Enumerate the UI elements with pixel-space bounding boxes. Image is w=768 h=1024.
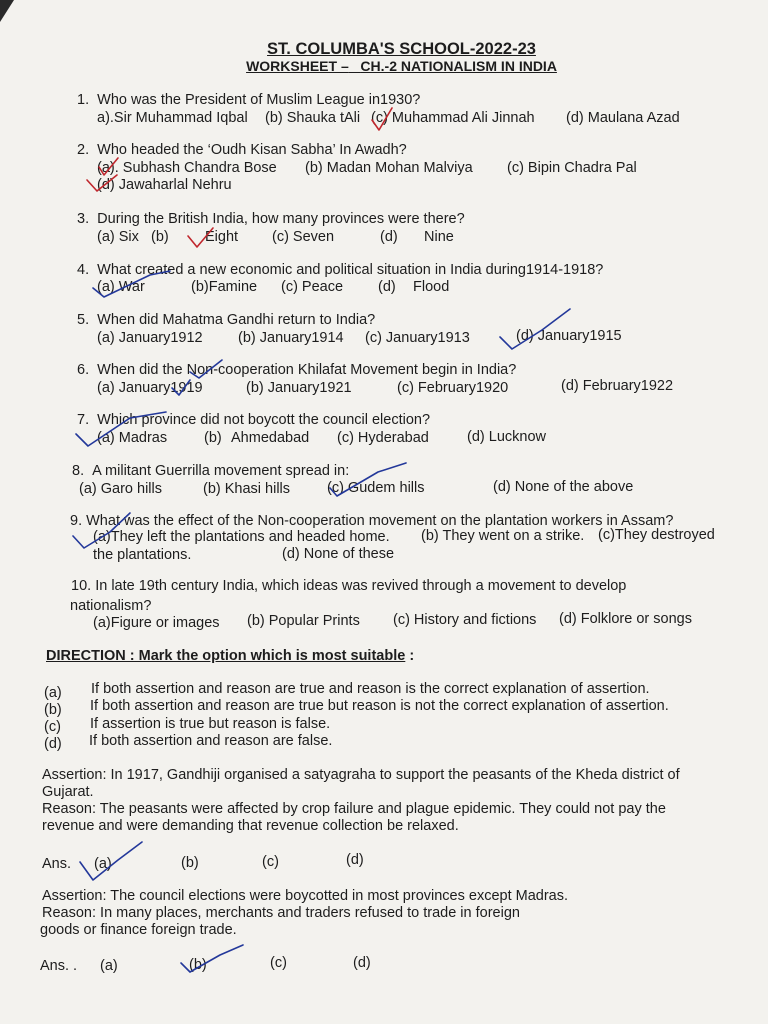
q8-option-a: (a) Garo hills	[79, 481, 162, 497]
q7-option-a: (a) Madras	[97, 430, 168, 446]
q4-option-a: (a) War	[97, 279, 145, 295]
ar1-reason-cont: revenue and were demanding that revenue collection be relaxed.	[42, 818, 459, 834]
direction-a-letter: (a)	[44, 685, 62, 701]
ar1-choice-b: (b)	[181, 855, 199, 871]
q6-option-d: (d) February1922	[561, 378, 674, 394]
direction-heading: DIRECTION : Mark the option which is most suitable :	[46, 648, 415, 664]
q5-option-a: (a) January1912	[97, 330, 203, 346]
question-8: 8. A militant Guerrilla movement spread in:	[72, 463, 350, 479]
q10-option-c: (c) History and fictions	[393, 612, 537, 628]
q3-option-d: (d)	[380, 229, 398, 245]
question-10-cont: nationalism?	[70, 598, 152, 614]
direction-c-text: If assertion is true but reason is false.	[90, 716, 331, 732]
ar2-choice-a: (a)	[100, 958, 118, 974]
ar1-reason: Reason: The peasants were affected by crop failure and plague epidemic. They could not pay the	[42, 801, 666, 817]
q1-option-c: (c) Muhammad Ali Jinnah	[371, 110, 535, 126]
ar1-choice-d: (d)	[346, 852, 364, 868]
question-3: 3. During the British India, how many provinces were there?	[77, 211, 465, 227]
q10-option-d: (d) Folklore or songs	[559, 611, 692, 627]
question-6: 6. When did the Non-cooperation Khilafat Movement begin in India?	[77, 362, 517, 378]
q8-option-d: (d) None of the above	[493, 479, 634, 495]
question-2: 2. Who headed the ‘Oudh Kisan Sabha’ In Awadh?	[77, 142, 407, 158]
q8-option-c: (c) Gudem hills	[327, 480, 425, 496]
q7-option-b: (b)	[204, 430, 222, 446]
ar2-reason-cont: goods or finance foreign trade.	[40, 922, 237, 938]
ar1-assertion-cont: Gujarat.	[42, 784, 94, 800]
q3-option-c: (c) Seven	[272, 229, 335, 245]
question-10: 10. In late 19th century India, which ideas was revived through a movement to develop	[71, 578, 627, 594]
q5-option-c: (c) January1913	[365, 330, 470, 346]
q9-option-c-cont: the plantations.	[93, 547, 192, 563]
q2-option-d: (d) Jawaharlal Nehru	[97, 177, 232, 193]
q4-option-d: (d)	[378, 279, 396, 295]
question-5: 5. When did Mahatma Gandhi return to India?	[77, 312, 376, 328]
ar2-assertion: Assertion: The council elections were boycotted in most provinces except Madras.	[42, 888, 569, 904]
q2-option-b: (b) Madan Mohan Malviya	[305, 160, 473, 176]
q1-option-d: (d) Maulana Azad	[566, 110, 680, 126]
ar2-reason: Reason: In many places, merchants and traders refused to trade in foreign	[42, 905, 520, 921]
direction-b-letter: (b)	[44, 702, 62, 718]
ar2-choice-c: (c)	[270, 955, 287, 971]
school-title: ST. COLUMBA'S SCHOOL-2022-23	[267, 40, 536, 58]
q3-option-d-value: Nine	[424, 229, 454, 245]
q3-option-a: (a) Six	[97, 229, 139, 245]
q9-option-a: (a)They left the plantations and headed home.	[93, 529, 390, 545]
q7-option-b-value: Ahmedabad	[231, 430, 310, 446]
q3-option-b: (b)	[151, 229, 169, 245]
q6-option-b: (b) January1921	[246, 380, 352, 396]
q8-option-b: (b) Khasi hills	[203, 481, 291, 497]
q4-option-c: (c) Peace	[281, 279, 344, 295]
direction-b-text: If both assertion and reason are true but reason is not the correct explanation of assertion.	[90, 698, 669, 714]
direction-d-letter: (d)	[44, 736, 62, 752]
ar2-ans-label: Ans. .	[40, 958, 78, 974]
q5-option-d: (d) January1915	[516, 328, 622, 344]
ar1-choice-c: (c)	[262, 854, 279, 870]
q7-option-d: (d) Lucknow	[467, 429, 546, 445]
ar1-assertion: Assertion: In 1917, Gandhiji organised a satyagraha to support the peasants of the Kheda district of	[42, 767, 680, 783]
ar2-choice-b: (b)	[189, 957, 207, 973]
q10-option-b: (b) Popular Prints	[247, 613, 360, 629]
q9-option-c: (c)They destroyed	[598, 527, 715, 543]
question-1: 1. Who was the President of Muslim League in1930?	[77, 92, 421, 108]
q6-option-c: (c) February1920	[397, 380, 509, 396]
q9-option-d: (d) None of these	[282, 546, 395, 562]
direction-a-text: If both assertion and reason are true and reason is the correct explanation of assertion.	[91, 681, 650, 697]
q1-option-a: a).Sir Muhammad Iqbal	[97, 110, 248, 126]
q6-option-a: (a) January1919	[97, 380, 203, 396]
q2-option-a: (a). Subhash Chandra Bose	[97, 160, 277, 176]
q4-option-b: (b)Famine	[191, 279, 258, 295]
ar1-ans-label: Ans.	[42, 856, 72, 872]
direction-d-text: If both assertion and reason are false.	[89, 733, 333, 749]
q7-option-c: (c) Hyderabad	[337, 430, 429, 446]
question-7: 7. Which province did not boycott the council election?	[77, 412, 431, 428]
chapter-label: CH.-2 NATIONALISM IN INDIA	[360, 58, 557, 74]
q10-option-a: (a)Figure or images	[93, 615, 220, 631]
q5-option-b: (b) January1914	[238, 330, 344, 346]
q4-option-d-value: Flood	[413, 279, 450, 295]
worksheet-label: WORKSHEET –	[246, 58, 349, 74]
question-9: 9. What was the effect of the Non-cooperation movement on the plantation workers in Assam?	[70, 513, 674, 529]
direction-c-letter: (c)	[44, 719, 61, 735]
ar1-choice-a: (a)	[94, 856, 112, 872]
page-corner-shadow	[0, 0, 14, 22]
worksheet-title	[0, 58, 768, 74]
q2-option-c: (c) Bipin Chadra Pal	[507, 160, 637, 176]
ar2-choice-d: (d)	[353, 955, 371, 971]
q1-option-b: (b) Shauka tAli	[265, 110, 361, 126]
q3-option-b-value: Eight	[205, 229, 239, 245]
q9-option-b: (b) They went on a strike.	[421, 528, 585, 544]
question-4: 4. What created a new economic and political situation in India during1914-1918?	[77, 262, 604, 278]
